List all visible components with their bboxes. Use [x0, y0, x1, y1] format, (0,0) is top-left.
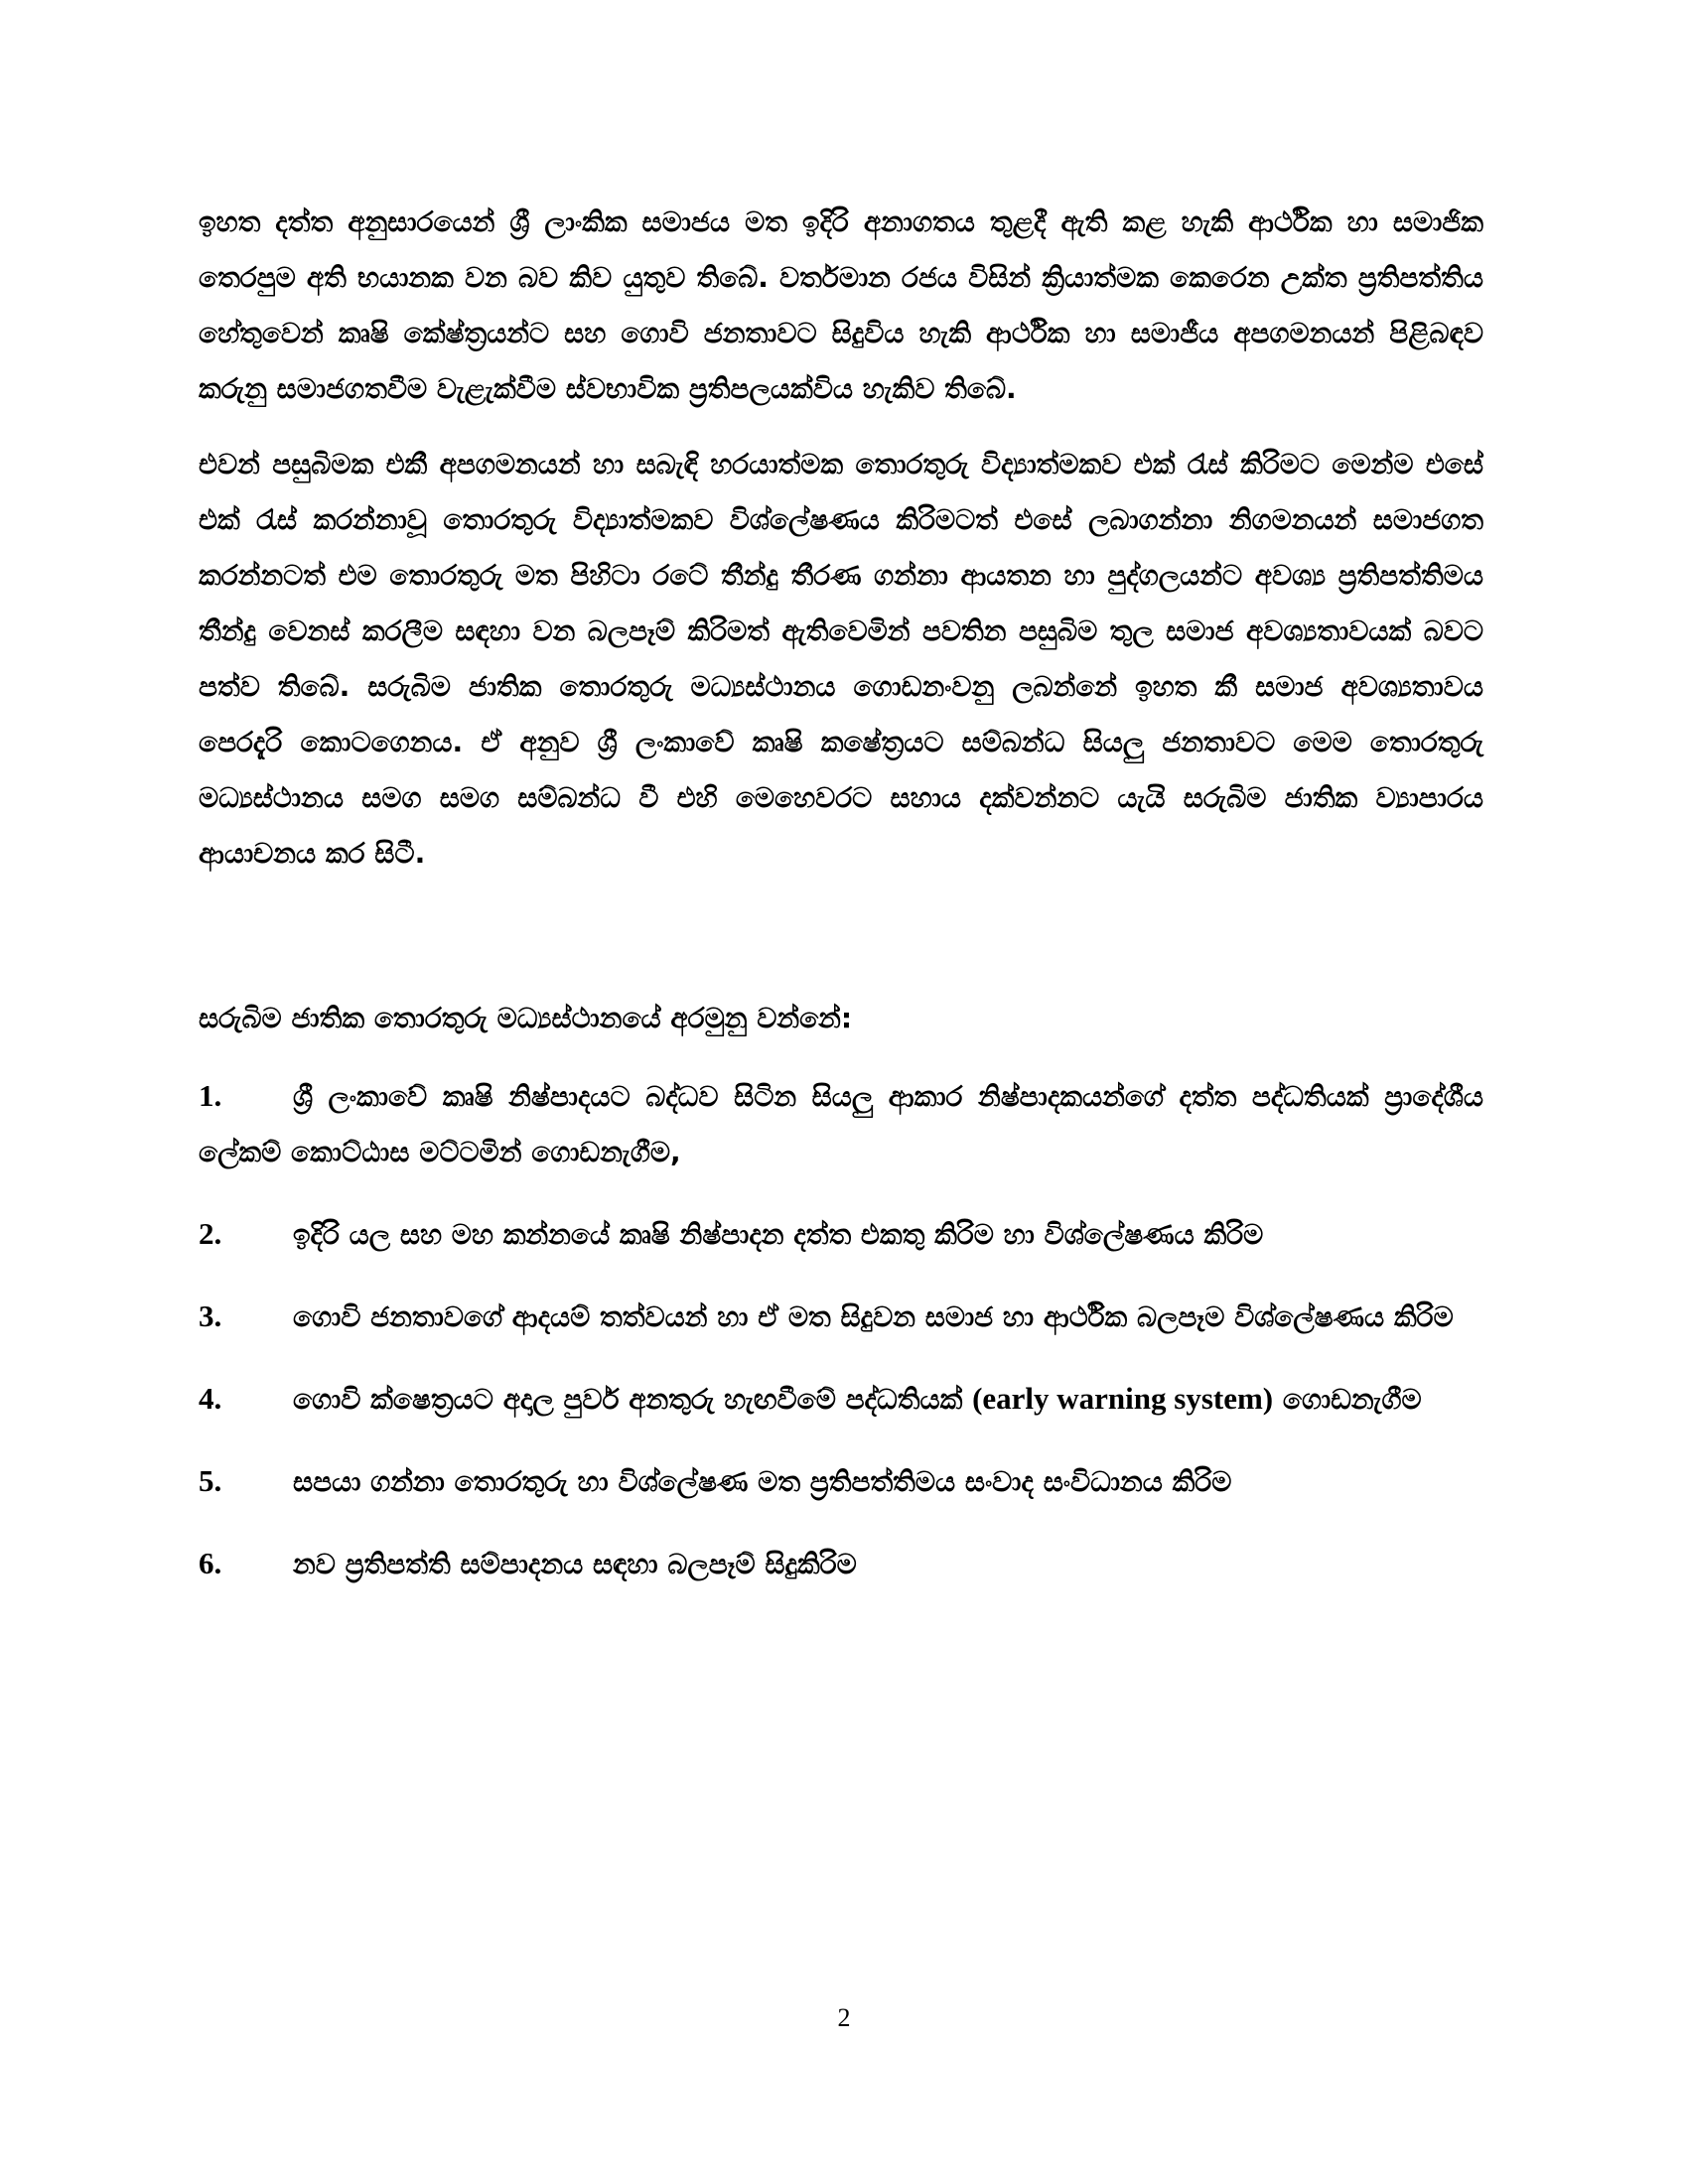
list-item-number: 3. — [199, 1298, 222, 1333]
list-item — [199, 1289, 1483, 1345]
intro-paragraph: ඉහත දත්ත අනුසාරයෙන් ශ්‍රී ලාංකික සමාජය මත ඉදිරි අනාගතය තුළදී ඇති කළ හැකි ආර්ථික හා සමාජික තෙරපුම අති භයානක වන බව කිව යුතුව තිබේ. වර්තමාන රජය විසින් ක්‍රියාත්මක කෙරෙන උක්ත ප්‍රතිපත්තිය හේතුවෙන් කෘෂි කේෂ්ත්‍රයන්ට සහ ගොවි ජනතාවට සිදුවිය හැකි ආර්ථික හා සමාජීය අපගමනයන් පිළිබඳව කරුනු සමාජගතවීම වැළැක්වීම ස්වභාවික ප්‍රතිපලයක්විය හැකිව තිබේ. — [199, 205, 1483, 405]
list-item-number: 5. — [199, 1463, 222, 1498]
list-item-text: නව ප්‍රතිපත්ති සම්පාදනය සඳහා බලපෑම් සිදුකිරිම — [293, 1548, 857, 1580]
list-item-number: 2. — [199, 1216, 222, 1251]
list-item-text-continued: ගොඩනැගීම — [1273, 1383, 1422, 1416]
list-item-text: ගොවි ජනතාවගේ ආදයම් තත්වයන් හා ඒ මත සිදුවන සමාජ හා ආර්ථික බලපෑම විශ්ලේෂණය කිරිම — [293, 1300, 1454, 1333]
list-item — [199, 1206, 1483, 1263]
list-item-number: 4. — [199, 1381, 222, 1416]
document-page — [199, 195, 1483, 1618]
list-item — [199, 1453, 1483, 1510]
list-item-text: සපයා ගන්නා තොරතුරු හා විශ්ලේෂණ මත ප්‍රතිපත්තිමය සංවාද සංවිධානය කිරිම — [293, 1465, 1232, 1498]
list-item-number: 1. — [199, 1078, 222, 1113]
objectives-heading: සරුබිම ජාතික තොරතුරු මධ්‍යස්ථානයේ අරමුනු වන්නේ: — [199, 1002, 853, 1034]
background-paragraph: එවන් පසුබිමක එකී අපගමනයන් හා සබැඳි හරයාත්මක තොරතුරු විද්‍යාත්මකව එක් රැස් කිරිමට මෙන්ම එසේ එක් රැස් කරන්නාවූ තොරතුරු විද්‍යාත්මකව විශ්ලේෂණය කිරිමටත් එසේ ලබාගන්නා නිගමනයන් සමාජගත කරන්නටත් එම තොරතුරු මත පිහිටා රටේ තීන්දු තීරණ ගන්නා ආයතන හා පුද්ගලයන්ට අවශ්‍ය ප්‍රතිපත්තිමය තීන්දු වෙනස් කරලීම සඳහා වන බලපෑම් කිරිමත් ඇතිවෙමින් පවතින පසුබිම තුල සමාජ අවශ්‍යතාවයක් බවට පත්ව තිබේ. සරුබිම ජාතික තොරතුරු මධ්‍යස්ථානය ගොඩනංවනු ලබන්නේ ඉහත කී සමාජ අවශ්‍යතාවය පෙරදැරි කොටගෙනය. ඒ අනුව ශ්‍රී ලංකාවේ කෘෂි කෂේත්‍රයට සම්බන්ධ සියලු ජනතාවට මෙම තොරතුරු මධ්‍යස්ථානය සමග සමග සම්බන්ධ වී එහි මෙහෙවරට සහාය දක්වන්නට යැයි සරුබිම ජාතික ව්‍යාපාරය ආයාචනය කර සිටී. — [199, 448, 1483, 870]
list-item-text: ගොවි ක්ෂෙත්‍රයට අදාල පුර්ව අනතුරු හැඟවීමේ පද්ධතියක් — [293, 1383, 973, 1416]
list-item-english-term: (early warning system) — [972, 1381, 1274, 1416]
list-item — [199, 1371, 1483, 1428]
page-number: 2 — [837, 2003, 851, 2032]
list-item — [199, 1536, 1483, 1592]
list-item — [199, 1068, 1483, 1180]
list-item-text: ඉදිරි යල සහ මහ කන්නයේ කෘෂි නිෂ්පාදන දත්ත එකතු කිරිම හා විශ්ලේෂණය කිරිම — [293, 1218, 1264, 1251]
objectives-list — [199, 1068, 1483, 1592]
list-item-text: ශ්‍රී ලංකාවේ කෘෂි නිෂ්පාදයට බද්ධව සිටින සියලු ආකාර නිෂ්පාදකයන්ගේ දත්ත පද්ධතියක් ප්‍රාදේශීය ලේකම් කොට්ඨාස මට්ටමින් ගොඩනැගීම, — [199, 1080, 1483, 1168]
list-item-number: 6. — [199, 1546, 222, 1580]
